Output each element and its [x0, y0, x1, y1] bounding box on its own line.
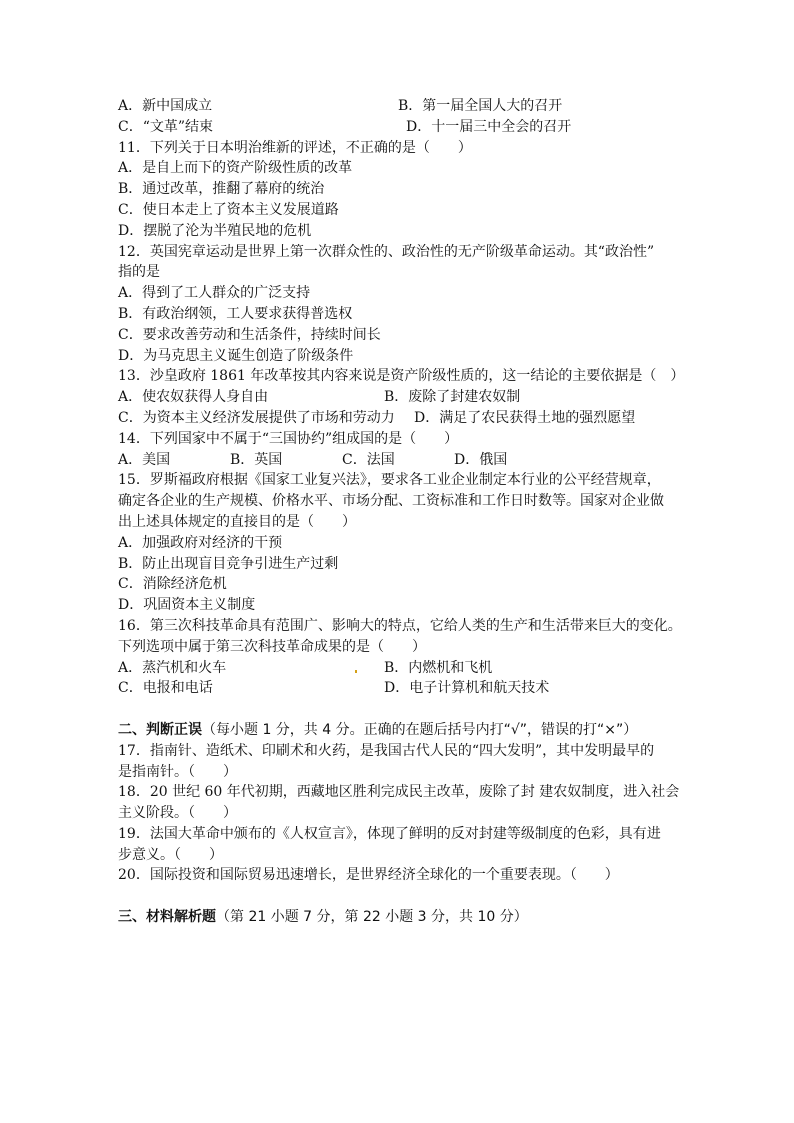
q17-line2: 是指南针。（ ） [118, 763, 237, 780]
q10-option-a: A．新中国成立 [118, 98, 213, 114]
q19-line2: 步意义。（ ） [118, 846, 223, 863]
q13-option-d: D．满足了农民获得土地的强烈愿望 [414, 409, 636, 426]
q11-stem: 11．下列关于日本明治维新的评述，不正确的是（ ） [118, 139, 472, 156]
q11-option-b: B．通过改革，推翻了幕府的统治 [118, 181, 325, 198]
q17-line1: 17．指南针、造纸术、印刷术和火药，是我国古代人民的“四大发明”，其中发明最早的 [118, 742, 655, 759]
section-2-title: 二、判断正误 [118, 721, 202, 738]
section-2-heading [118, 720, 678, 741]
q14-options-row [118, 450, 678, 471]
q16-option-d: D．电子计算机和航天技术 [384, 680, 550, 697]
q12-option-d: D．为马克思主义诞生创造了阶级条件 [118, 347, 354, 364]
section-2-description: （每小题 1 分，共 4 分。正确的在题后括号内打“√”，错误的打“×”） [202, 721, 638, 738]
q16-option-a: A．蒸汽机和火车 [118, 659, 227, 676]
q10-option-b: B．第一届全国人大的召开 [398, 98, 563, 114]
q10-option-d: D．十一届三中全会的召开 [406, 118, 572, 135]
q11-option-c: C．使日本走上了资本主义发展道路 [118, 201, 339, 218]
q12-option-a: A．得到了工人群众的广泛支持 [118, 285, 311, 302]
section-3-heading [118, 907, 678, 928]
q13-option-b: B．废除了封建农奴制 [384, 389, 521, 406]
q14-option-a: A．美国 [118, 451, 171, 468]
q13-option-a: A．使农奴获得人身自由 [118, 389, 269, 406]
q14-stem: 14．下列国家中不属于“三国协约”组成国的是（ ） [118, 430, 459, 447]
q20-line1: 20．国际投资和国际贸易迅速增长，是世界经济全球化的一个重要表现。（ ） [118, 867, 619, 884]
q16-options-row2 [118, 678, 678, 699]
q11-option-a: A．是自上而下的资产阶级性质的改革 [118, 160, 353, 177]
q10-options-row1 [118, 96, 678, 117]
q10-options-row2 [118, 117, 678, 138]
q12-stem-line1: 12．英国宪章运动是世界上第一次群众性的、政治性的无产阶级革命运动。其“政治性” [118, 243, 655, 260]
spacer [118, 699, 678, 720]
q19-line1: 19．法国大革命中颁布的《人权宣言》，体现了鲜明的反对封建等级制度的色彩，具有进 [118, 825, 661, 842]
q13-options-row1 [118, 387, 678, 408]
section-3-title: 三、材料解析题 [118, 909, 216, 926]
q14-option-c: C．法国 [342, 451, 395, 468]
q12-option-c: C．要求改善劳动和生活条件，持续时间长 [118, 326, 381, 343]
q10-option-c: C．“文革”结束 [118, 118, 214, 135]
q18-line1: 18．20 世纪 60 年代初期，西藏地区胜利完成民主改革，废除了封 建农奴制度，进入社会 [118, 784, 680, 801]
q15-option-b: B．防止出现盲目竞争引进生产过剩 [118, 555, 339, 572]
q11-option-d: D．摆脱了沦为半殖民地的危机 [118, 222, 312, 239]
q15-stem-line2: 确定各企业的生产规模、价格水平、市场分配、工资标准和工作日时数等。国家对企业做 [118, 493, 664, 510]
q12-stem-line2: 指的是 [118, 264, 160, 281]
section-3-description: （第 21 小题 7 分，第 22 小题 3 分，共 10 分） [216, 909, 528, 926]
q14-option-d: D．俄国 [454, 451, 508, 468]
q16-options-row1 [118, 658, 678, 679]
q15-stem-line1: 15．罗斯福政府根据《国家工业复兴法》，要求各工业企业制定本行业的公平经营规章， [118, 472, 661, 489]
q15-option-a: A．加强政府对经济的干预 [118, 534, 283, 551]
q13-option-c: C．为资本主义经济发展提供了市场和劳动力 [118, 409, 395, 426]
q13-stem: 13．沙皇政府 1861 年改革按其内容来说是资产阶级性质的，这一结论的主要依据是（ ） [118, 368, 685, 385]
q16-option-b: B．内燃机和飞机 [384, 659, 493, 676]
q15-option-c: C．消除经济危机 [118, 576, 227, 593]
q15-stem-line3: 出上述具体规定的直接目的是（ ） [118, 513, 356, 530]
q12-option-b: B．有政治纲领，工人要求获得普选权 [118, 305, 353, 322]
stray-mark [355, 670, 357, 673]
q18-line2: 主义阶段。（ ） [118, 805, 237, 822]
spacer [118, 886, 678, 907]
q13-options-row2 [118, 408, 678, 429]
q14-option-b: B．英国 [230, 451, 283, 468]
q16-option-c: C．电报和电话 [118, 680, 213, 697]
q15-option-d: D．巩固资本主义制度 [118, 597, 256, 614]
exam-page [118, 96, 685, 928]
q16-stem-line1: 16．第三次科技革命具有范围广、影响大的特点，它给人类的生产和生活带来巨大的变化。 [118, 617, 682, 634]
q16-stem-line2: 下列选项中属于第三次科技革命成果的是（ ） [118, 638, 426, 655]
